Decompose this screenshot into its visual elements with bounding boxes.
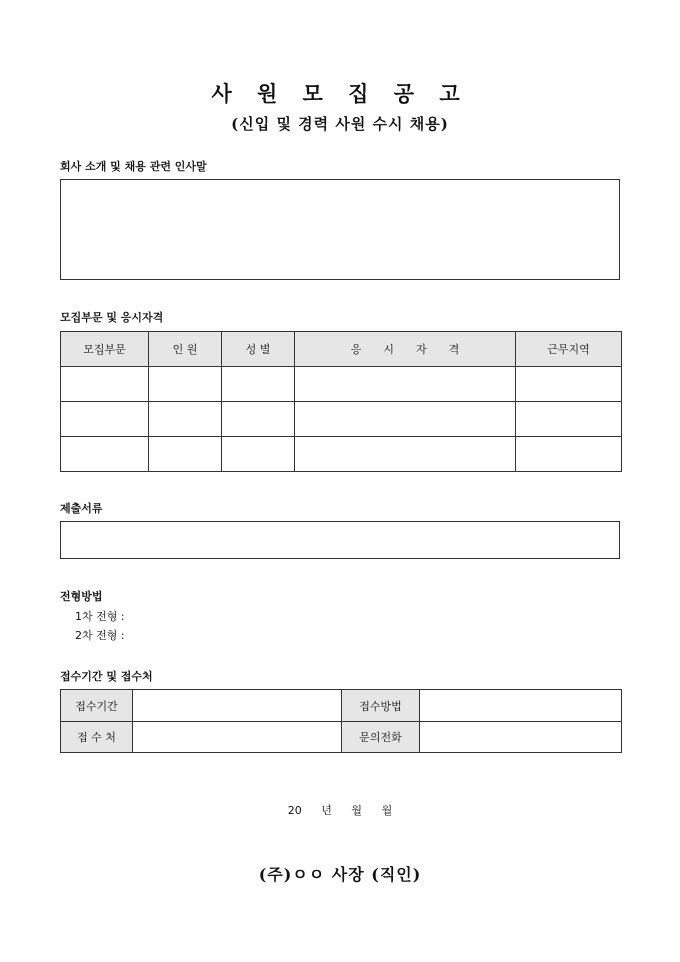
table-cell[interactable]	[516, 367, 622, 402]
col-header-gender: 성 별	[222, 332, 295, 367]
table-cell[interactable]	[149, 402, 222, 437]
table-cell[interactable]	[149, 437, 222, 472]
table-cell[interactable]	[222, 402, 295, 437]
selection-heading: 전형방법	[60, 590, 103, 603]
table-row	[61, 722, 622, 753]
contact-value[interactable]	[420, 722, 622, 753]
table-cell[interactable]	[149, 367, 222, 402]
col-header-headcount: 인 원	[149, 332, 222, 367]
table-row	[61, 437, 622, 472]
table-cell[interactable]	[516, 402, 622, 437]
contact-label: 문의전화	[342, 722, 420, 753]
recruit-table	[60, 331, 622, 472]
date-month-unit: 월	[351, 804, 363, 817]
table-cell[interactable]	[295, 437, 516, 472]
table-cell[interactable]	[516, 437, 622, 472]
page-subtitle: (신입 및 경력 사원 수시 채용)	[231, 115, 449, 133]
documents-box[interactable]	[60, 521, 620, 559]
application-table	[60, 689, 622, 753]
table-row	[61, 367, 622, 402]
col-header-qualification: 응 시 자 격	[295, 332, 516, 367]
period-label: 접수기간	[61, 690, 133, 722]
place-value[interactable]	[133, 722, 342, 753]
table-cell[interactable]	[61, 367, 149, 402]
table-cell[interactable]	[61, 437, 149, 472]
col-header-location: 근무지역	[516, 332, 622, 367]
selection-step-1: 1차 전형 :	[75, 610, 125, 623]
recruit-heading: 모집부문 및 응시자격	[60, 311, 164, 324]
company-signature: (주)ㅇㅇ 사장 (직인)	[258, 865, 422, 884]
selection-step-2: 2차 전형 :	[75, 629, 125, 642]
date-day-unit: 월	[381, 804, 393, 817]
table-row	[61, 690, 622, 722]
page-title: 사 원 모 집 공 고	[211, 81, 469, 106]
method-label: 접수방법	[342, 690, 420, 722]
table-cell[interactable]	[222, 367, 295, 402]
intro-box[interactable]	[60, 179, 620, 280]
table-cell[interactable]	[222, 437, 295, 472]
date-line	[0, 802, 680, 818]
place-label: 접 수 처	[61, 722, 133, 753]
col-header-department: 모집부문	[61, 332, 149, 367]
table-cell[interactable]	[61, 402, 149, 437]
method-value[interactable]	[420, 690, 622, 722]
table-cell[interactable]	[295, 367, 516, 402]
intro-heading: 회사 소개 및 채용 관련 인사말	[60, 160, 207, 173]
application-heading: 접수기간 및 접수처	[60, 670, 153, 683]
recruit-header-row	[61, 332, 622, 367]
period-value[interactable]	[133, 690, 342, 722]
documents-heading: 제출서류	[60, 502, 103, 515]
table-row	[61, 402, 622, 437]
date-year-unit: 년	[321, 804, 332, 817]
date-year-prefix: 20	[287, 804, 302, 817]
table-cell[interactable]	[295, 402, 516, 437]
